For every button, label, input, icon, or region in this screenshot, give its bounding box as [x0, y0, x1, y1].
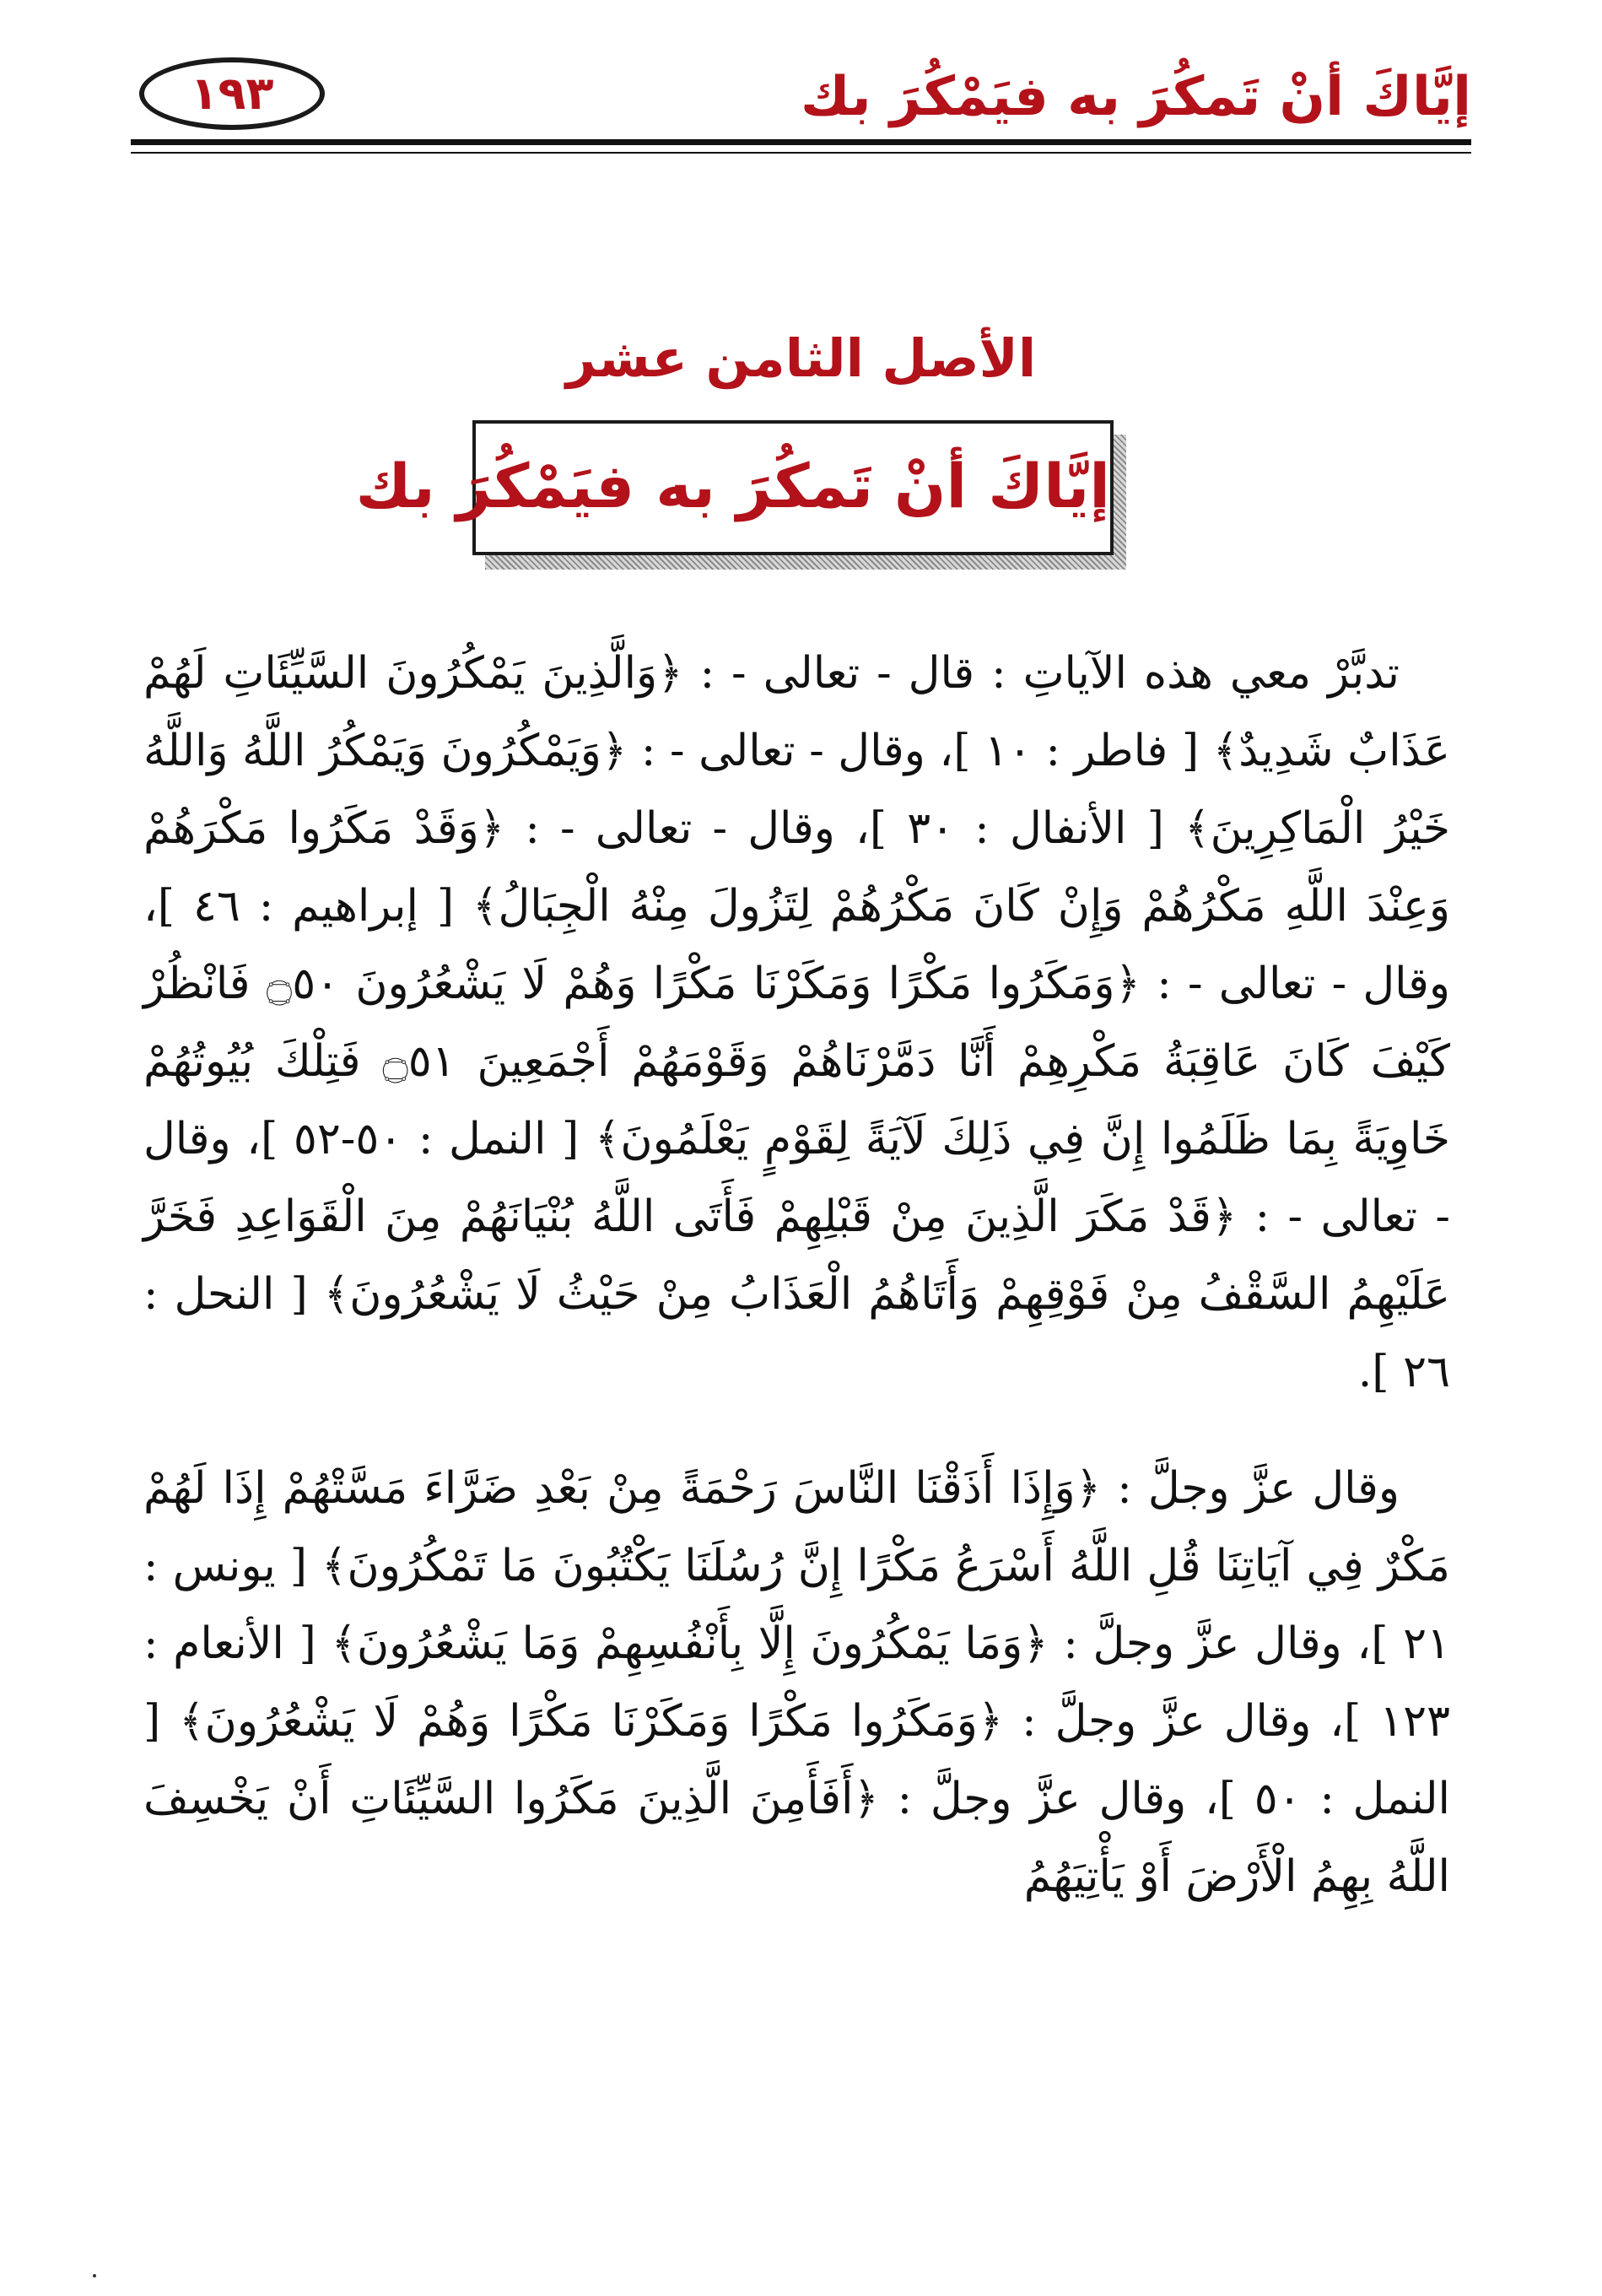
body-paragraph-2: وقال عزَّ وجلَّ : ﴿وَإِذَا أَذَقْنَا النَّاسَ رَحْمَةً مِنْ بَعْدِ ضَرَّاءَ مَسَّتْهُمْ إِذَا لَهُمْ مَكْرٌ فِي آيَاتِنَا قُلِ اللَّهُ أَسْرَعُ مَكْرًا إِنَّ رُسُلَنَا يَكْتُبُونَ مَا تَمْكُرُونَ﴾ [ يونس : ٢١ ]، وقال عزَّ وجلَّ : ﴿وَمَا يَمْكُرُونَ إِلَّا بِأَنْفُسِهِمْ وَمَا يَشْعُرُونَ﴾ [ الأنعام : ١٢٣ ]، وقال عزَّ وجلَّ : ﴿وَمَكَرُوا مَكْرًا وَمَكَرْنَا مَكْرًا وَهُمْ لَا يَشْعُرُونَ﴾ [ النمل : ٥٠ ]، وقال عزَّ وجلَّ : ﴿أَفَأَمِنَ الَّذِينَ مَكَرُوا السَّيِّئَاتِ أَنْ يَخْسِفَ اللَّهُ بِهِمُ الْأَرْضَ أَوْ يَأْتِيَهُمُ: [143, 1463, 1450, 1902]
running-header: [131, 51, 1471, 152]
body-paragraph-1: تدبَّرْ معي هذه الآياتِ : قال - تعالى - : ﴿وَالَّذِينَ يَمْكُرُونَ السَّيِّئَاتِ لَهُمْ عَذَابٌ شَدِيدٌ﴾ [ فاطر : ١٠ ]، وقال - تعالى - : ﴿وَيَمْكُرُونَ وَيَمْكُرُ اللَّهُ وَاللَّهُ خَيْرُ الْمَاكِرِينَ﴾ [ الأنفال : ٣٠ ]، وقال - تعالى - : ﴿وَقَدْ مَكَرُوا مَكْرَهُمْ وَعِنْدَ اللَّهِ مَكْرُهُمْ وَإِنْ كَانَ مَكْرُهُمْ لِتَزُولَ مِنْهُ الْجِبَالُ﴾ [ إبراهيم : ٤٦ ]، وقال - تعالى - : ﴿وَمَكَرُوا مَكْرًا وَمَكَرْنَا مَكْرًا وَهُمْ لَا يَشْعُرُونَ ۝٥٠ فَانْظُرْ كَيْفَ كَانَ عَاقِبَةُ مَكْرِهِمْ أَنَّا دَمَّرْنَاهُمْ وَقَوْمَهُمْ أَجْمَعِينَ ۝٥١ فَتِلْكَ بُيُوتُهُمْ خَاوِيَةً بِمَا ظَلَمُوا إِنَّ فِي ذَلِكَ لَآيَةً لِقَوْمٍ يَعْلَمُونَ﴾ [ النمل : ٥٠-٥٢ ]، وقال - تعالى - : ﴿قَدْ مَكَرَ الَّذِينَ مِنْ قَبْلِهِمْ فَأَتَى اللَّهُ بُنْيَانَهُمْ مِنَ الْقَوَاعِدِ فَخَرَّ عَلَيْهِمُ السَّقْفُ مِنْ فَوْقِهِمْ وَأَتَاهُمُ الْعَذَابُ مِنْ حَيْثُ لَا يَشْعُرُونَ﴾ [ النحل : ٢٦ ].: [143, 648, 1450, 1397]
page-number-badge: ١٩٣: [139, 57, 325, 130]
header-rule-thick: [131, 139, 1471, 145]
body-text: [143, 635, 1450, 1915]
scan-speck: [93, 2274, 96, 2277]
chapter-label: الأصل الثامن عشر: [565, 327, 1037, 389]
header-rule-thin: [131, 152, 1471, 154]
chapter-title-box: إيَّاكَ أنْ تَمكُرَ به فيَمْكُرَ بك: [472, 420, 1114, 555]
running-title: إيَّاكَ أنْ تَمكُرَ به فيَمْكُرَ بك: [800, 66, 1471, 128]
